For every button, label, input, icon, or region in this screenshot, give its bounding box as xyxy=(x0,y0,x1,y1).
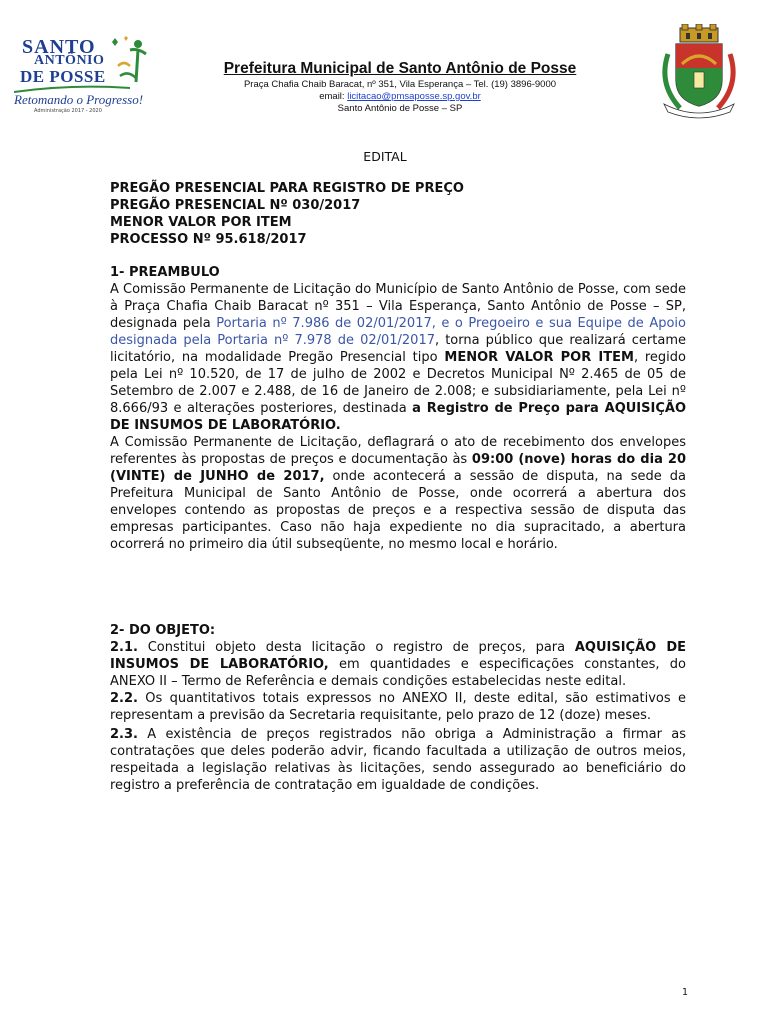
institution-address: Praça Chafia Chaib Baracat, nº 351, Vila Esperança – Tel. (19) 3896-9000 xyxy=(243,79,557,90)
institution-city: Santo Antônio de Posse – SP xyxy=(337,103,463,114)
logo-word-antonio: ANTÔNIO xyxy=(34,53,105,68)
edital-headings xyxy=(110,180,686,248)
clause-number: 2.1. xyxy=(110,640,138,655)
paragraph xyxy=(110,281,686,434)
text-run: em quantidades e especificações constantes, do ANEXO II – Termo de Referência e demais condições estabelecidas neste edital. xyxy=(110,657,687,689)
paragraph xyxy=(110,434,686,553)
clause-2-2 xyxy=(110,690,686,724)
bid-type: MENOR VALOR POR ITEM xyxy=(444,350,634,365)
logo-administration: Administração 2017 - 2020 xyxy=(34,108,102,114)
logo-slogan: Retomando o Progresso! xyxy=(14,92,144,107)
section-preambulo xyxy=(110,264,686,553)
email-prefix: email: xyxy=(319,91,348,102)
session-datetime: 09:00 (nove) horas do dia 20 (VINTE) de JUNHO de 2017, xyxy=(110,452,687,484)
clause-2-3 xyxy=(110,726,686,794)
clause-2-1 xyxy=(110,639,686,690)
clause-number: 2.3. xyxy=(110,727,138,742)
logo-word-santo: SANTO xyxy=(22,36,96,58)
heading-line: PREGÃO PRESENCIAL PARA REGISTRO DE PREÇO xyxy=(110,181,464,196)
text-run: , regido pela Lei nº 10.520, de 17 de julho de 2002 e Decretos Municipal Nº 2.465 de 05 de Setembro de 2.007 e 2.488, de 16 de Janeiro de 2.008; e subsidiariamente, pela Lei nº 8.666/93 e alterações posteriores, destinada xyxy=(110,350,686,416)
institution-email-line xyxy=(170,91,630,102)
text-run: A existência de preços registrados não obriga a Administração a firmar as contratações que deles poderão advir, ficando facultada a utilização de outros meios, respeitada a legislação relativas às licitações, sendo assegurado ao beneficiário do registro a preferência de contratação em igualdade de condições. xyxy=(110,727,686,793)
portaria-reference: Portaria nº 7.986 de 02/01/2017, e o Pregoeiro e sua Equipe de Apoio designada pela Portaria nº 7.978 de 02/01/2017 xyxy=(110,316,687,348)
email-link[interactable]: licitacao@pmsaposse.sp.gov.br xyxy=(347,91,481,102)
heading-line: PREGÃO PRESENCIAL Nº 030/2017 xyxy=(110,198,361,213)
page-number: 1 xyxy=(681,987,689,998)
municipal-logo xyxy=(12,36,152,118)
text-run: Constitui objeto desta licitação o registro de preços, para xyxy=(137,640,575,655)
bid-object: a Registro de Preço para AQUISIÇÃO DE INSUMOS DE LABORATÓRIO. xyxy=(110,401,686,433)
text-run: A Comissão Permanente de Licitação do Município de Santo Antônio de Posse, com sede à Praça Chafia Chaib Baracat nº 351 – Vila Esperança, Santo Antônio de Posse – SP, designada pela xyxy=(110,282,686,331)
text-run: onde acontecerá a sessão de disputa, na sede da Prefeitura Municipal de Santo Antônio de Posse, onde ocorrerá a abertura dos envelopes contendo as propostas de preços e a respectiva sessão de disputa das empresas participantes. Caso não haja expediente no dia supracitado, a abertura ocorrerá no primeiro dia útil subseqüente, no mesmo local e horário. xyxy=(110,469,686,552)
text-run: , torna público que realizará certame licitatório, na modalidade Pregão Presencial tipo xyxy=(110,333,686,365)
text-run: Os quantitativos totais expressos no ANEXO II, deste edital, são estimativos e representam a previsão da Secretaria requisitante, pelo prazo de 12 (doze) meses. xyxy=(110,691,686,723)
institution-title: Prefeitura Municipal de Santo Antônio de Posse xyxy=(223,60,577,77)
section-title: 2- DO OBJETO: xyxy=(110,623,216,638)
municipal-crest-icon xyxy=(650,24,748,122)
heading-line: PROCESSO Nº 95.618/2017 xyxy=(110,232,307,247)
clause-number: 2.2. xyxy=(110,691,138,706)
text-run: A Comissão Permanente de Licitação, deflagrará o ato de recebimento dos envelopes referentes às propostas de preços e documentação às xyxy=(110,435,686,467)
section-objeto xyxy=(110,622,686,794)
bid-object: AQUISIÇÃO DE INSUMOS DE LABORATÓRIO, xyxy=(110,640,686,672)
document-type: EDITAL xyxy=(363,149,407,164)
logo-word-de-posse: DE POSSE xyxy=(20,67,106,86)
heading-line: MENOR VALOR POR ITEM xyxy=(110,215,292,230)
section-title: 1- PREAMBULO xyxy=(110,265,220,280)
